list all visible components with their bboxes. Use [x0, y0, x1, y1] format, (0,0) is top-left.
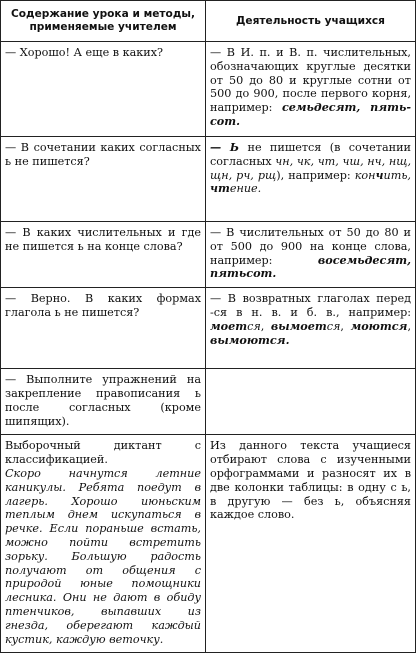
student-mark: — Ь: [210, 140, 240, 154]
teacher-cell: [1, 435, 206, 653]
example-part: вымоет: [270, 318, 327, 333]
teacher-cell: [1, 288, 206, 369]
example-highlight: ч: [375, 167, 384, 182]
teacher-text: — Верно. В каких формах глагола ь не пишется?: [5, 292, 201, 319]
example-part: моются: [350, 318, 408, 333]
student-cell: [206, 137, 416, 222]
student-text: не пишется (в сочетании согласных: [210, 141, 411, 168]
example-part: вымоются.: [210, 332, 290, 347]
teacher-text: — Выполните упражнений на закрепление правописания ь после согласных (кроме шипящих).: [5, 373, 201, 428]
teacher-text: — В сочетании каких согласных ь не пишется?: [5, 141, 201, 168]
example-highlight: ч: [210, 181, 218, 196]
student-cell: — В возвратных глаголах перед -ся в н. в. и б. в., например: моется, вымоется, моются, вымоются.: [206, 288, 416, 369]
student-cell: [206, 42, 416, 137]
example-part: моет: [210, 318, 248, 333]
column-header-students: Деятельность учащихся: [206, 1, 416, 42]
table-row: [1, 222, 416, 288]
teacher-text: Выборочный диктант с классификацией.: [5, 439, 201, 467]
student-cell: [206, 435, 416, 653]
example-part: ить,: [383, 168, 411, 182]
teacher-cell: [1, 137, 206, 222]
table-row: [1, 42, 416, 137]
table-row: [1, 288, 416, 369]
table-header-row: [1, 1, 416, 42]
student-text-mid: ), например:: [276, 168, 355, 182]
table-row: [1, 369, 416, 435]
teacher-cell: [1, 222, 206, 288]
dictation-text: Скоро начнутся летние каникулы. Ребята поедут в лагерь. Хорошо июньским теплым днем искупаться в речке. Если пораньше встать, можно пойти встретить зорьку. Большую радость получают от общения с природой юные помощники лесника. Они не дают в обиду птенчиков, выпавших из гнезда, оберегают каждый кустик, каждую веточку.: [5, 466, 201, 646]
teacher-cell: [1, 369, 206, 435]
teacher-text: — В каких числительных и где не пишется ь на конце слова?: [5, 226, 201, 253]
teacher-text: — Хорошо! А еще в каких?: [5, 46, 164, 59]
example-highlight: т: [218, 181, 230, 196]
student-text: — В возвратных глаголах перед -ся в н. в. и б. в., например:: [210, 292, 411, 319]
example-part: кон: [354, 168, 376, 182]
example-part: ся: [247, 319, 261, 333]
column-header-teacher: Содержание урока и методы, применяемые учителем: [1, 1, 206, 42]
student-example: семьдесят, пять-сот.: [210, 100, 411, 128]
table-row: [1, 435, 416, 653]
student-pairs: чн, чк, чт, чш, нч, нщ, щн, рч, рщ: [210, 154, 411, 182]
example-part: ение.: [229, 182, 262, 196]
teacher-cell: [1, 42, 206, 137]
student-cell: [206, 369, 416, 435]
student-cell: [206, 222, 416, 288]
student-text: — В И. п. и В. п. числительных, обозначающих круглые десятки от 50 до 80 и круглые сотни от 500 до 900, после первого корня, например:: [210, 46, 411, 115]
student-text: — В числительных от 50 до 80 и от 500 до 900 на конце слова, например:: [210, 226, 411, 267]
example-part: ся: [326, 319, 341, 333]
student-text: Из данного текста учащиеся отбирают слова с изученными орфограммами и разносят их в две колонки таблицы: в одну с ь, в другую — без ь, объясняя каждое слово.: [210, 439, 411, 522]
student-example: восемьдесят, пятьсот.: [210, 252, 411, 281]
table-row: [1, 137, 416, 222]
